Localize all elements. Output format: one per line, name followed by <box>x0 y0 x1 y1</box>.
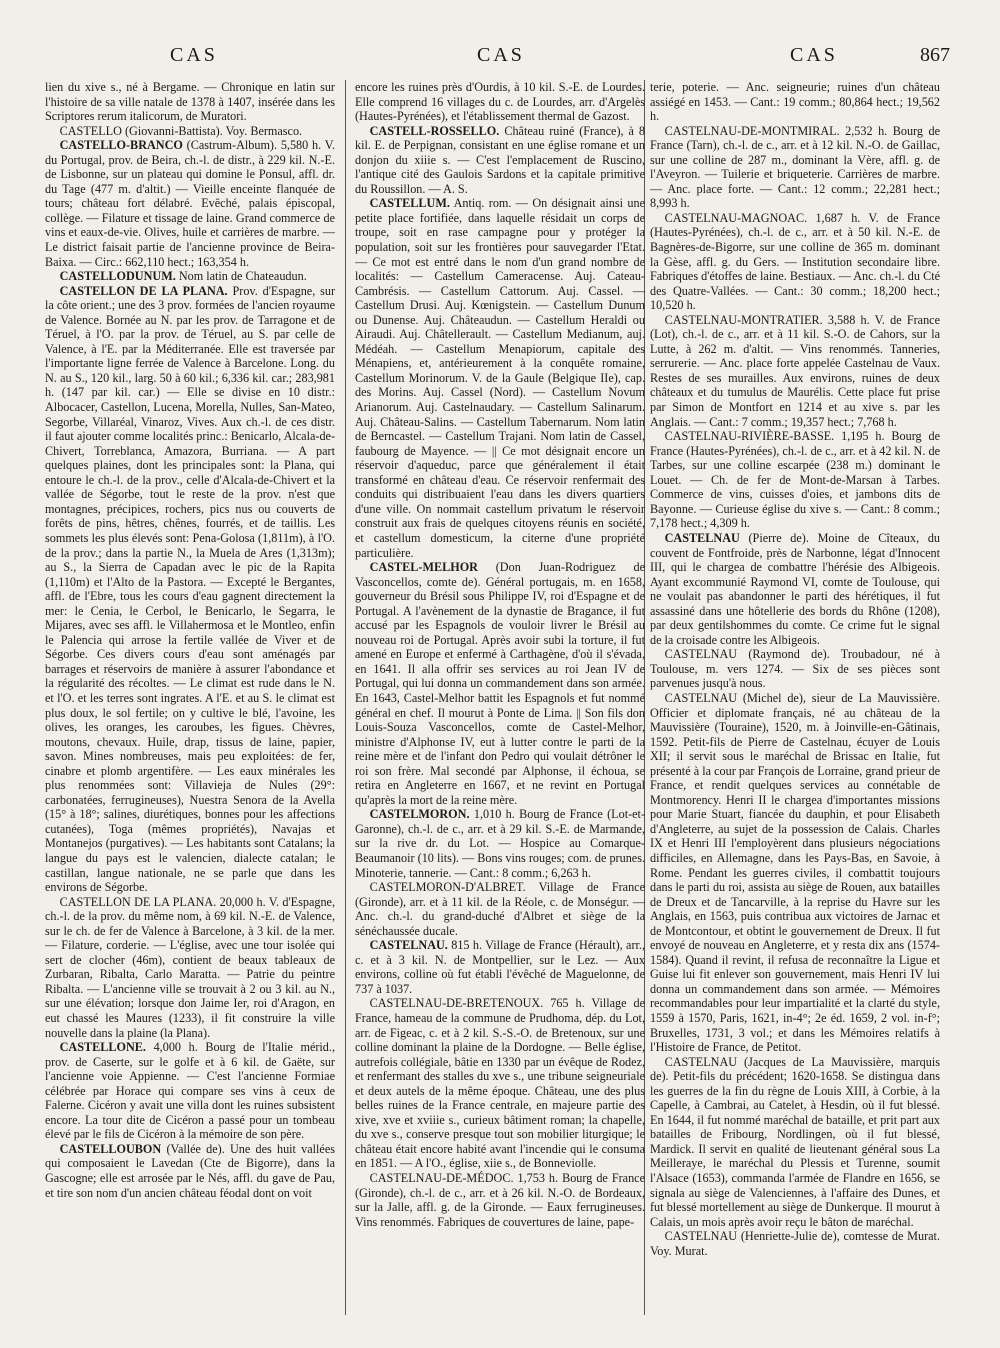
entry-headword: CASTELLODUNUM. <box>59 269 176 284</box>
entry-text: terie, poterie. — Anc. seigneurie; ruines d'un château assiégé en 1453. — Cant.: 19 comm.; 80,864 hect.; 19,562 h. <box>650 80 940 124</box>
entry-text: CASTELNAU (Jacques de La Mauvissière, marquis de). Petit-fils du précédent; 1620-1658. Se distingua dans les guerres de la fin du règne de Louis XIII, à Corbie, à la Capelle, à Cambrai, au Catelet, à Hesdin, où il fut blessé. En 1644, il fut nommé maréchal de bataille, et prit part aux batailles de Fribourg, Nordlingen, où il fut blessé, Mardick. Il servit en qualité de lieutenant général sous La Meilleraye, le maréchal du Plessis et Turenne, soumit l'Alsace (1653), commanda l'armée de Flandre en 1656, se signala au siège de Valenciennes, à l'affaire des Dunes, et fut blessé mortellement au siège de Dunkerque. Il mourut à Calais, un mois après avoir reçu le bâton de maréchal. <box>650 1054 940 1229</box>
dictionary-entry <box>650 80 940 124</box>
dictionary-entry <box>355 560 645 807</box>
entry-headword: CASTELLONE. <box>59 1040 146 1055</box>
dictionary-entry <box>355 1171 645 1229</box>
column-3 <box>650 80 940 1320</box>
entry-text: CASTELNAU-RIVIÈRE-BASSE. 1,195 h. Bourg de France (Hautes-Pyrénées), ch.-l. de c., arr. et à 42 kil. N. de Tarbes, sur une colline escarpée (238 m.) dominant le Louet. — Ch. de fer de Mont-de-Marsan à Tarbes. Commerce de vins, cuisses d'oies, et jambons dits de Bayonne. — Curieuse église du xive s. — Cant.: 8 comm.; 7,178 hect.; 4,309 h. <box>650 429 940 531</box>
dictionary-entry <box>355 938 645 996</box>
column-2 <box>355 80 645 1320</box>
entry-text: Château ruiné (France), à 8 kil. E. de Perpignan, consistant en une église romane et un donjon du xiiie s. — C'est l'emplacement de Ruscino, l'antique cité des Gaulois Sardons et la capitale primitive du Roussillon. — A. S. <box>355 123 645 196</box>
dictionary-entry <box>650 1229 940 1258</box>
entry-text: (Don Juan-Rodriguez de Vasconcellos, comte de). Général portugais, m. en 1658, gouverneur du Brésil sous Philippe IV, roi d'Espagne et de Portugal. A l'avènement de la dynastie de Bragance, il fut accusé par les Espagnols de vouloir livrer le Brésil au nouveau roi de Portugal. Après avoir subi la torture, il fut amené en Europe et enfermé à Carthagène, d'où il s'évada, en 1641. Il alla offrir ses services au roi Jean IV de Portugal, qui lui donna un commandement dans son armée. En 1643, Castel-Melhor battit les Espagnols et fut nommé général en chef. Il mourut à Ponte de Lima. || Son fils don Louis-Souza Vasconcellos, comte de Castel-Melhor, ministre d'Alphonse IV, eut à lutter contre le parti de la reine mère et de l'infant don Pedro qui voulait détrôner le roi son frère. Mal secondé par Alphonse, il échoua, se retira en Angleterre en 1667, et ne revint en Portugal qu'après la mort de la reine mère. <box>355 560 645 807</box>
entry-text: Nom latin de Chateaudun. <box>178 269 307 284</box>
entry-headword: CASTELLOUBON <box>59 1141 162 1156</box>
dictionary-entry <box>45 1142 335 1200</box>
entry-text: CASTELNAU-MAGNOAC. 1,687 h. V. de France (Hautes-Pyrénées), ch.-l. de c., arr. et à 50 kil. N.-E. de Bagnères-de-Bigorre, sur une colline de 365 m. dominant la Gèse, affl. g. du Gers. — Institution secondaire libre. Fabriques d'étoffes de laine. Bestiaux. — Anc. ch.-l. du Cté des Quatre-Vallées. — Cant.: 30 comm.; 18,200 hect.; 10,520 h. <box>650 210 940 313</box>
dictionary-entry <box>650 211 940 313</box>
entry-text: CASTELNAU-DE-MÉDOC. 1,753 h. Bourg de France (Gironde), ch.-l. de c., arr. et à 26 kil. N.-O. de Bordeaux, sur la Jalle, affl. g. de la Gironde. — Eaux ferrugineuses. Vins renommés. Fabriques de couvertures de laine, pape- <box>355 1171 645 1229</box>
entry-text: lien du xive s., né à Bergame. — Chronique en latin sur l'histoire de sa ville natale de 1378 à 1407, insérée dans les Scriptores rerum italicorum, de Muratori. <box>45 80 335 124</box>
dictionary-entry <box>45 284 335 895</box>
dictionary-entry <box>45 1040 335 1142</box>
dictionary-entry <box>355 124 645 197</box>
page-number: 867 <box>920 44 950 66</box>
entry-text: CASTELLO (Giovanni-Battista). Voy. Bermasco. <box>59 123 303 138</box>
entry-text: CASTELNAU (Henriette-Julie de), comtesse de Murat. Voy. Murat. <box>650 1229 940 1258</box>
dictionary-entry <box>355 807 645 880</box>
dictionary-entry <box>45 895 335 1040</box>
entry-headword: CASTELLON DE LA PLANA. <box>59 283 228 298</box>
entry-text: CASTELNAU (Michel de), sieur de La Mauvissière. Officier et diplomate français, né au château de la Mauvissière (Touraine), 1520, m. à Joinville-en-Gâtinais, 1592. Petit-fils de Pierre de Castelnau, écuyer de Louis XII; il servit sous le maréchal de Brissac en Italie, fut présenté à la cour par François de Lorraine, grand prieur de France, et rendit quelques services au connétable de Montmorency. Henri II le chargea d'importantes missions pour Marie Stuart, fiancée du dauphin, et pour Elisabeth d'Angleterre, au sujet de la possession de Calais. Charles IX et Henri III l'employèrent dans plusieurs négociations difficiles, en Allemagne, dans les Pays-Bas, en Savoie, à Rome. Pendant les guerres civiles, il combattit toujours dans le parti du roi, assista au siège de Rouen, aux batailles de Dreux et de Tancarville, à la reprise du Havre sur les Anglais, en 1563, puis contribua aux victoires de Jarnac et de Montcontour, et obtint le gouvernement de Dreux. Il fut envoyé de nouveau en Angleterre, et y resta dix ans (1574-1584). Quand il revint, il refusa de reconnaître la Ligue et Guise lui fit enlever son gouvernement, mais Henri IV lui donna un commandement dans son armée. — Mémoires recommandables pour leur impartialité et la clarté du style, 1559 à 1570, Paris, 1621, in-4°; 2e éd. 1659, 2 vol. in-f°; Bruxelles, 1731, 3 vol.; et dans les Mémoires relatifs à l'Histoire de France, de Petitot. <box>650 690 940 1055</box>
entry-headword: CASTELL-ROSSELLO. <box>369 123 500 138</box>
entry-headword: CASTELLO-BRANCO <box>59 138 183 153</box>
entry-text: CASTELMORON-D'ALBRET. Village de France (Gironde), arr. et à 11 kil. de la Réole, c. de Monségur. — Anc. ch.-l. du grand-duché d'Albret et siège de la sénéchaussée ducale. <box>355 880 645 938</box>
dictionary-entry <box>650 691 940 1055</box>
dictionary-entry <box>45 269 335 284</box>
entry-text: CASTELNAU-DE-MONTMIRAL. 2,532 h. Bourg de France (Tarn), ch.-l. de c., arr. et à 12 kil. N.-O. de Gaillac, sur une colline de 287 m., dominant la Vère, affl. g. de l'Aveyron. — Tuilerie et briqueterie. Carrières de marbre. — Anc. place forte. — Cant.: 12 comm.; 22,281 hect.; 8,993 h. <box>650 123 940 211</box>
entry-headword: CASTELNAU. <box>369 938 448 953</box>
column-rule <box>345 80 346 1315</box>
entry-text: encore les ruines près d'Ourdis, à 10 kil. S.-E. de Lourdes. Elle comprend 16 villages du c. de Lourdes, arr. d'Argelès (Hautes-Pyrénées), et l'établissement thermal de Gazost. <box>355 80 645 124</box>
entry-text: 4,000 h. Bourg de l'Italie mérid., prov. de Caserte, sur le golfe et à 6 kil. de Gaëte, sur l'ancienne voie Appienne. — C'est l'ancienne Formiae célébrée par Horace qui compare ses vins à ceux de Falerne. Cicéron y avait une villa dont les ruines subsistent encore. La tour dite de Cicéron a passé pour un tombeau élevé par le fils de Cicéron à la mémoire de son père. <box>45 1040 335 1142</box>
dictionary-entry <box>650 313 940 429</box>
entry-text: 1,010 h. Bourg de France (Lot-et-Garonne), ch.-l. de c., arr. et à 29 kil. S.-E. de Marmande, sur la rive dr. du Lot. — Hospice au Comarque-Beaumanoir (10 lits). — Bons vins rouges; com. de prunes. Minoterie, tannerie. — Cant.: 8 comm.; 6,263 h. <box>355 807 645 880</box>
dictionary-entry <box>355 196 645 560</box>
dictionary-entry <box>45 80 335 124</box>
entry-text: CASTELNAU-DE-BRETENOUX. 765 h. Village de France, hameau de la commune de Prudhoma, dép. du Lot, arr. de Figeac, c. et à 2 kil. S.-S.-O. de Bretenoux, sur une colline dominant la plaine de la Dordogne. — Belle église, autrefois collégiale, bâtie en 1330 par un évêque de Rodez, et renfermant des stalles du xve s., une tribune seigneuriale et deux autels de la même époque. Château, une des plus belles ruines de la France centrale, en majeure partie des xive, xve et xviiie s., curieux bâtiment roman; la chapelle, du xve s., conserve presque tout son mobilier liturgique; le château était encore habité avant l'incendie qui le consuma en 1851. — A l'O., église, xiie s., de Bonneviolle. <box>355 996 645 1171</box>
entry-text: CASTELNAU (Raymond de). Troubadour, né à Toulouse, m. vers 1274. — Six de ses pièces sont parvenues jusqu'à nous. <box>650 647 940 691</box>
column-1 <box>45 80 335 1320</box>
dictionary-entry <box>650 531 940 647</box>
running-head-right: CAS <box>790 44 838 66</box>
entry-text: Prov. d'Espagne, sur la côte orient.; une des 3 prov. formées de l'ancien royaume de Valence. Bornée au N. par les prov. de Tarragone et de Téruel, à l'O. par la prov. de Téruel, au S. par celle de Valence, à l'E. par la Méditerranée. Elle est traversée par l'importante ligne ferrée de Valence à Barcelone. Long. du N. au S., 120 kil., larg. 50 à 60 kil.; 6,336 kil. car.; 283,981 h. (147 par kil. car.) — Elle se divise en 10 distr.: Albocacer, Castellon, Lucena, Morella, Nulles, San-Mateo, Segorbe, Villaréal, Vinaroz, Vives. Aux ch.-l. de ces distr. il faut ajouter comme localités princ.: Benicarlo, Alcala-de-Chivert, Torreblanca, Amazora, Burriana. — A part quelques plaines, dont les principales sont: la Plana, qui entoure le ch.-l. de la prov., celle d'Alcala-de-Chivert et la vallée de Ségorbe, tout le reste de la prov. n'est que montagnes, précipices, rochers, pics nus ou couverts de forêts de pins, hêtres, chênes, fourrés, et de taillis. Les sommets les plus élevés sont: Pena-Golosa (1,811m), à l'O. de la prov.; dans la partie N., la Muela de Ares (1,313m); au S., la Sierra de Capadan avec le pic de la Rapita (1,110m) et l'Alto de la Pastora. — Excepté le Bergantes, affl. de l'Ebre, tous les cours d'eau gagnent directement la mer: le Cenia, le Cerbol, le Benicarlo, le Segarra, le Mijares, avec ses affl. le Villahermosa et le Montleo, enfin le Palencia qui arrose la fertile vallée de Viver et de Ségorbe. Ces divers cours d'eau sont aménagés par barrages et réservoirs de manière à assurer l'abondance et la régularité des récoltes. — Le climat est rude dans le N. et l'O. et les terres sont ingrates. A l'E. et au S. le climat est plus doux, le sol fertile; on y cultive le blé, l'avoine, les olives, les oranges, les caroubes, les figues. Chèvres, moutons, chevaux. Huile, drap, tissus de laine, papier, savon. Mines nombreuses, mais peu exploitées: de fer, cinabre et plomb argentifère. — Les eaux minérales les plus renommées sont: Villavieja de Nules (29°: carbonatées, ferrugineuses), Nuestra Senora de la Avella (15° à 18°; salines, diurétiques, bonnes pour les affections cutanées), Toga (mêmes propriétés), Navajas et Montanejos (purgatives). — Les habitants sont Catalans; la langue du pays est le valencien, dialecte catalan; le castillan, langue nationale, ne se parle que dans les environs de Ségorbe. <box>45 283 335 895</box>
dictionary-entry <box>650 124 940 211</box>
entry-headword: CASTELNAU <box>664 530 740 545</box>
dictionary-entry <box>650 1055 940 1230</box>
dictionary-entry <box>650 429 940 531</box>
dictionary-entry <box>355 880 645 938</box>
dictionary-entry <box>355 80 645 124</box>
entry-text: (Vallée de). Une des huit vallées qui composaient le Lavedan (Cte de Bigorre), dans la Gascogne; elle est arrosée par le Nés, affl. du gave de Pau, et tire son nom d'un ancien château féodal dont on voit <box>45 1141 335 1200</box>
entry-text: CASTELLON DE LA PLANA. 20,000 h. V. d'Espagne, ch.-l. de la prov. du même nom, à 69 kil. N.-E. de Valence, sur le ch. de fer de Valence à Barcelone, à 3 kil. de la mer. — Filature, corderie. — L'église, avec une tour isolée qui sert de clocher (46m), contient de beaux tableaux de Zurbaran, Ribalta, Carlo Maratta. — Patrie du peintre Ribalta. — L'ancienne ville se trouvait à 2 ou 3 kil. au N., sur une élévation; lorsque don Jaime Ier, roi d'Aragon, en eut chassé les Maures (1233), il fit construire la ville nouvelle dans la plaine (la Plana). <box>45 894 335 1040</box>
entry-text: Antiq. rom. — On désignait ainsi une petite place fortifiée, dans laquelle résidait un corps de troupe, soit en rase campagne pour y protéger la population, soit sur les frontières pour sauvegarder l'Etat. — Ce mot est entré dans le nom d'un grand nombre de localités: — Castellum Cameracense. Auj. Cateau-Cambrésis. — Castellum Cattorum. Auj. Cassel. — Castellum Drusi. Auj. Kœnigstein. — Castellum Dunum ou Dunense. Auj. Châteaudun. — Castellum Heraldi ou Airaudi. Auj. Châtellerault. — Castellum Medianum, auj. Médéah. — Castellum Menapiorum, capitale des Ménapiens, et, antérieurement à la conquête romaine, Castellum Morinorum. V. de la Gaule (Belgique IIe), cap. des Morins. Auj. Cassel (Nord). — Castellum Novum Arianorum. Auj. Castelnaudary. — Castellum Salinarum. Auj. Château-Salins. — Castellum Tabernarum. Nom latin de Berncastel. — Castellum Trajani. Nom latin de Cassel, faubourg de Mayence. — || Ce mot désignait encore un réservoir d'aqueduc, parce que généralement il était transformé en château d'eau. Ce réservoir renfermait des conduits qui distribuaient l'eau dans les divers quartiers d'une ville. On nommait castellum privatum le réservoir construit aux frais de quelques citoyens réunis en société, et castellum domesticum, la citerne d'une propriété particulière. <box>355 196 645 560</box>
entry-headword: CASTELMORON. <box>369 807 470 822</box>
dictionary-entry <box>45 138 335 269</box>
dictionary-entry <box>355 996 645 1171</box>
entry-text: (Castrum-Album). 5,580 h. V. du Portugal, prov. de Beira, ch.-l. de distr., à 229 kil. N.-E. de Lisbonne, sur un plateau qui domine le Ponsul, affl. dr. du Tage (477 m. d'altit.) — Vieille enceinte flanquée de tours; château fort délabré. Evêché, palais épiscopal, collège. — Filature et tissage de laine. Grand commerce de vins et eaux-de-vie. Olives, huile et carrières de marbre. — Le district faisait partie de l'ancienne province de Beira-Baixa. — Circ.: 662,110 hect.; 163,354 h. <box>45 138 335 269</box>
running-head-center: CAS <box>477 44 525 66</box>
entry-text: CASTELNAU-MONTRATIER. 3,588 h. V. de France (Lot), ch.-l. de c., arr. et à 11 kil. S.-O. de Cahors, sur la Lutte, à 262 m. d'altit. — Vins renommés. Tanneries, serrurerie. — Anc. place forte appelée Castelnau de Vaux. Restes de ses murailles. Aux environs, ruines de deux châteaux et du tumulus de Maurélis. Cette place fut prise par Simon de Montfort en 1214 et au xive s. par les Anglais. — Cant.: 7 comm.; 19,357 hect.; 7,768 h. <box>650 312 940 429</box>
running-head-left: CAS <box>170 44 218 66</box>
entry-headword: CASTELLUM. <box>369 196 450 211</box>
entry-headword: CASTEL-MELHOR <box>369 560 478 575</box>
dictionary-entry <box>650 647 940 691</box>
dictionary-entry <box>45 124 335 139</box>
entry-text: (Pierre de). Moine de Cîteaux, du couvent de Fontfroide, près de Narbonne, légat d'Innocent III, qui le chargea de combattre l'hérésie des Albigeois. Ayant excommunié Raymond VI, comte de Toulouse, qui ne voulait pas abandonner le parti des hérétiques, il fut assassiné dans une hôtellerie des bords du Rhône (1208), par deux gentilshommes du comte. Ce crime fut le signal de la croisade contre les Albigeois. <box>650 530 940 647</box>
entry-text: 815 h. Village de France (Hérault), arr., c. et à 3 kil. N. de Montpellier, sur le Lez. — Aux environs, colline où fut établi l'évêché de Maguelonne, de 737 à 1037. <box>355 938 645 996</box>
